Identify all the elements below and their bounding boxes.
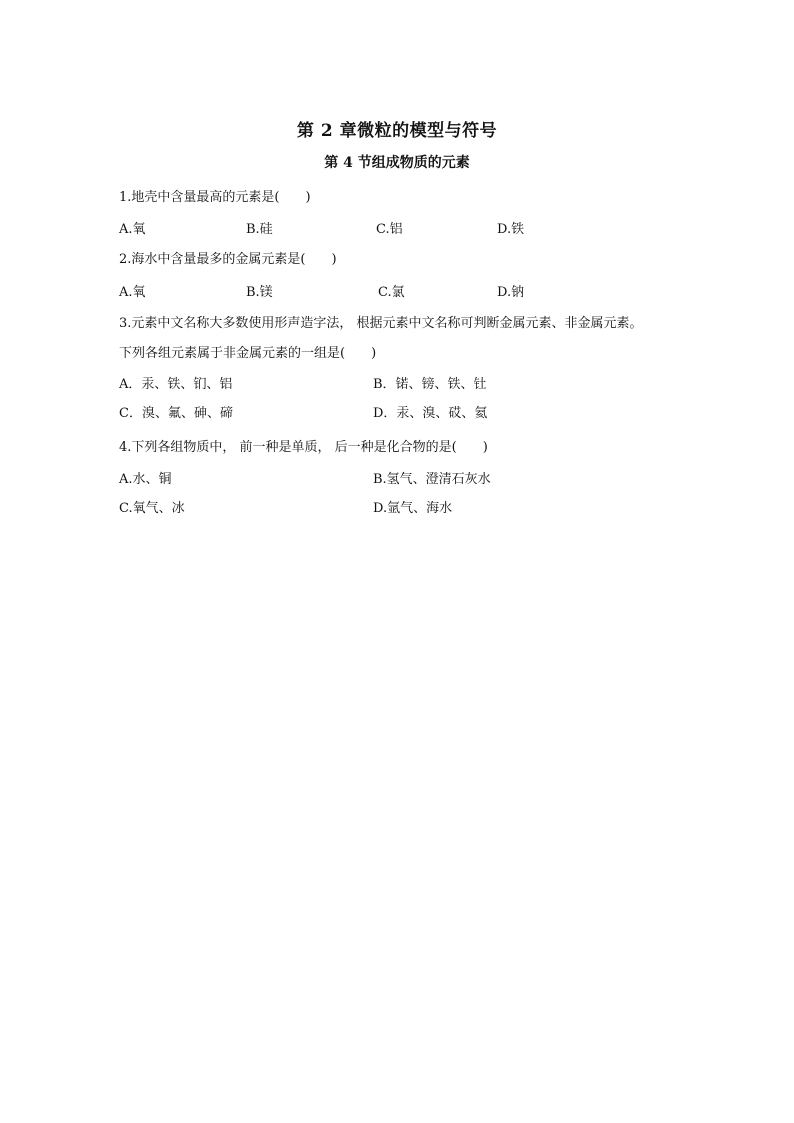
question-3-option-d: D．汞、溴、砹、氦 <box>373 406 488 421</box>
question-1-option-a: A.氧 <box>119 222 146 237</box>
question-3-option-a: A．汞、铁、钔、铝 <box>119 377 233 392</box>
section-title: 第 4 节组成物质的元素 <box>324 155 470 171</box>
chapter-title: 第 2 章微粒的模型与符号 <box>296 121 498 141</box>
question-1-option-c: C.铝 <box>376 222 403 237</box>
question-4-option-c: C.氧气、冰 <box>119 501 185 516</box>
question-3-stem-line-2: 下列各组元素属于非金属元素的一组是( ) <box>119 346 377 361</box>
question-4-option-d: D.氩气、海水 <box>373 501 453 516</box>
question-2-option-b: B.镁 <box>246 285 273 300</box>
question-4-option-a: A.水、铜 <box>119 472 172 487</box>
question-4-option-b: B.氢气、澄清石灰水 <box>373 472 491 487</box>
question-2-option-a: A.氧 <box>119 285 146 300</box>
question-4-stem: 4.下列各组物质中， 前一种是单质， 后一种是化合物的是( ) <box>119 440 488 455</box>
question-1-option-d: D.铁 <box>497 222 525 237</box>
question-1-stem: 1.地壳中含量最高的元素是( ) <box>119 190 311 205</box>
question-3-option-c: C．溴、氟、砷、碲 <box>119 406 233 421</box>
question-3-option-b: B．锘、镑、铁、钍 <box>373 377 487 392</box>
question-2-stem: 2.海水中含量最多的金属元素是( ) <box>119 252 337 267</box>
question-1-option-b: B.硅 <box>246 222 273 237</box>
question-2-option-c: C.氯 <box>378 285 405 300</box>
question-3-stem: 3.元素中文名称大多数使用形声造字法， 根据元素中文名称可判断金属元素、非金属元素。 <box>119 316 643 331</box>
question-2-option-d: D.钠 <box>497 285 525 300</box>
